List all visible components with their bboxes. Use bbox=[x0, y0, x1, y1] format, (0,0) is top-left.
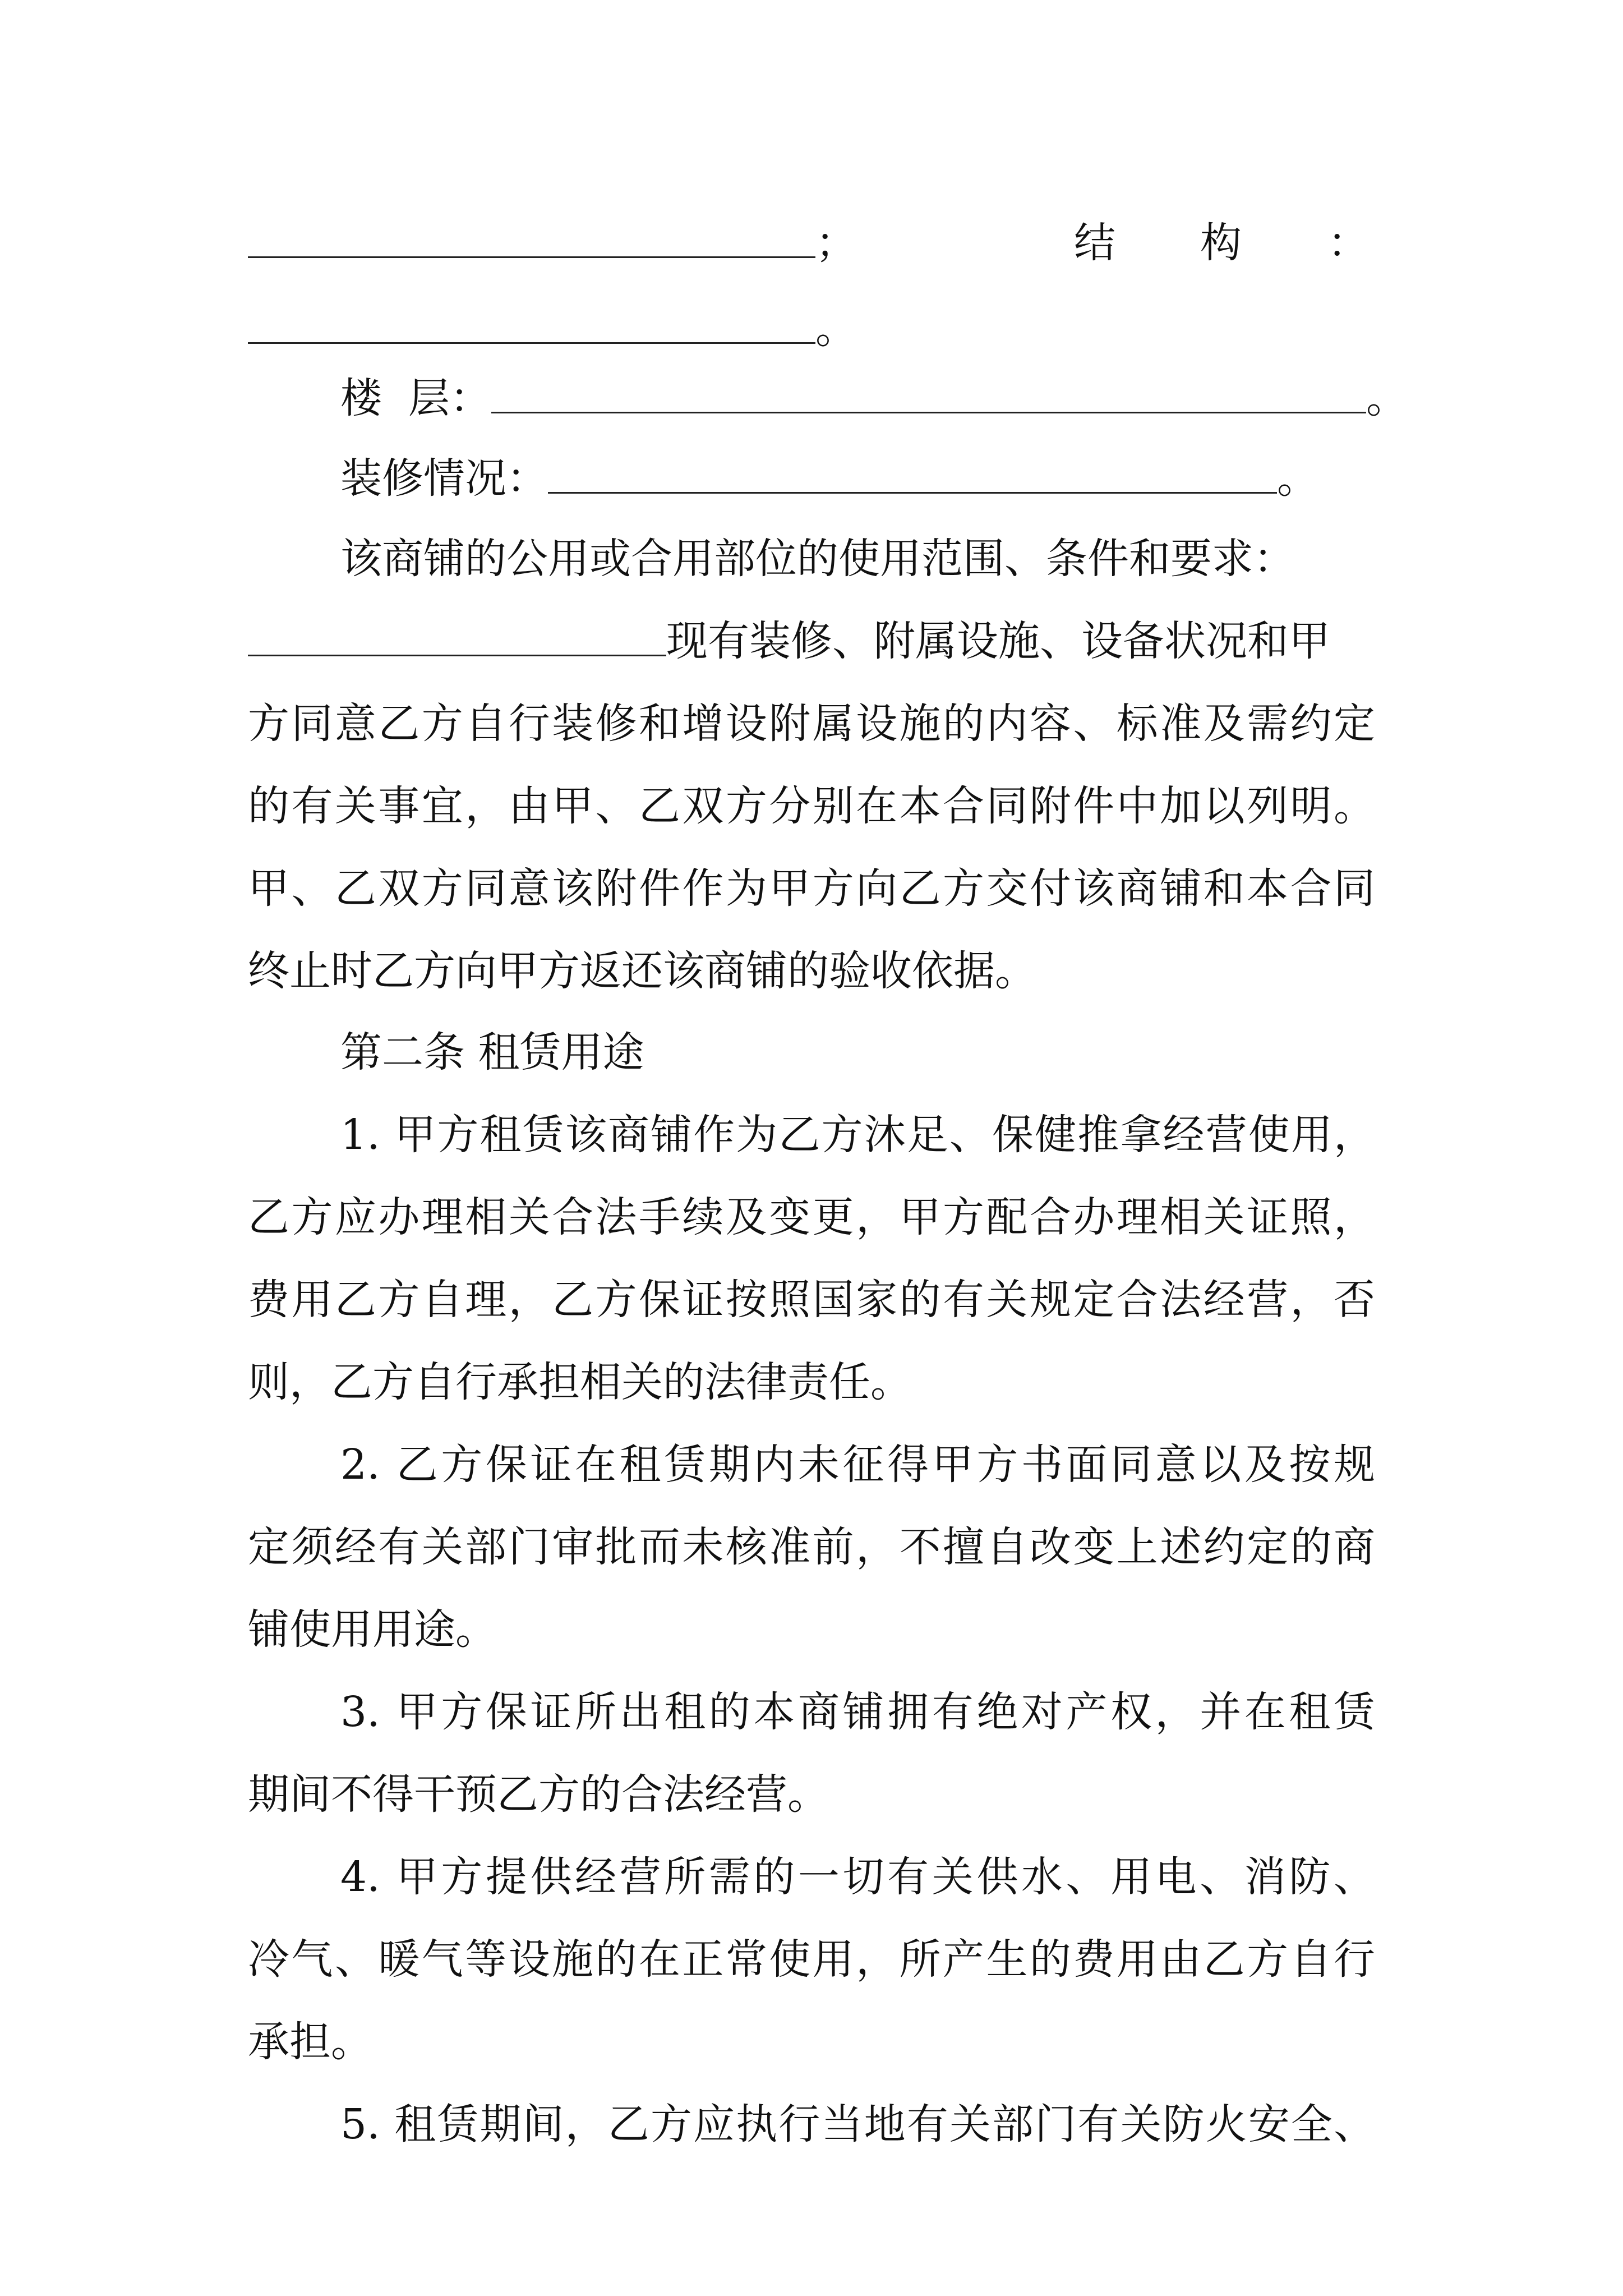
decoration-line bbox=[340, 435, 1375, 522]
item-1-line-3: 费用乙方自理，乙方保证按照国家的有关规定合法经营，否 bbox=[248, 1276, 1375, 1324]
item-3-line-1: 3. 甲方保证所出租的本商铺拥有绝对产权，并在租赁 bbox=[340, 1688, 1375, 1736]
fixtures-line bbox=[248, 597, 1375, 685]
floor-blank bbox=[491, 412, 1366, 413]
item-2-line-2: 定须经有关部门审批而未核准前，不擅自改变上述约定的商 bbox=[248, 1523, 1375, 1571]
item-4-line-3: 承担。 bbox=[248, 2018, 372, 2066]
item-1-line-2: 乙方应办理相关合法手续及变更，甲方配合办理相关证照， bbox=[248, 1193, 1375, 1241]
item-2-line-1: 2. 乙方保证在租赁期内未征得甲方书面同意以及按规 bbox=[340, 1441, 1375, 1489]
fill-blank bbox=[248, 342, 815, 344]
public-use-text: 该商铺的公用或合用部位的使用范围、条件和要求： bbox=[340, 535, 1295, 583]
item-4-line-2: 冷气、暖气等设施的在正常使用，所产生的费用由乙方自行 bbox=[248, 1935, 1375, 1984]
paragraph-line: 终止时乙方向甲方返还该商铺的验收依据。 bbox=[248, 947, 1036, 995]
item-2-line-3: 铺使用用途。 bbox=[248, 1605, 497, 1654]
structure-colon: ： bbox=[1327, 219, 1369, 267]
decoration-label: 装修情况： bbox=[340, 454, 548, 503]
public-use-blank bbox=[248, 655, 666, 656]
floor-line bbox=[340, 355, 1408, 442]
period: 。 bbox=[1277, 454, 1318, 503]
paragraph-line: 甲、乙双方同意该附件作为甲方向乙方交付该商铺和本合同 bbox=[248, 864, 1375, 913]
structure-line bbox=[248, 199, 1375, 287]
paragraph-line: 方同意乙方自行装修和增设附属设施的内容、标准及需约定 bbox=[248, 700, 1375, 748]
item-1-line-1: 1. 甲方租赁该商铺作为乙方沐足、保健推拿经营使用， bbox=[340, 1111, 1375, 1159]
item-1-line-4: 则，乙方自行承担相关的法律责任。 bbox=[248, 1358, 912, 1406]
item-5-line-1: 5. 租赁期间，乙方应执行当地有关部门有关防火安全、 bbox=[340, 2100, 1375, 2148]
item-4-line-1: 4. 甲方提供经营所需的一切有关供水、用电、消防、 bbox=[340, 1853, 1375, 1901]
fill-blank bbox=[248, 256, 815, 258]
period: 。 bbox=[1366, 374, 1408, 422]
fixtures-text: 现有装修、附属设施、设备状况和甲 bbox=[666, 617, 1330, 665]
item-3-line-2: 期间不得干预乙方的合法经营。 bbox=[248, 1770, 829, 1819]
period: 。 bbox=[815, 305, 857, 353]
decoration-blank bbox=[548, 492, 1277, 494]
structure-label-char-2: 构 bbox=[1200, 219, 1242, 267]
floor-label: 楼 层： bbox=[340, 374, 492, 422]
public-use-line bbox=[340, 515, 1375, 602]
article-heading: 第二条 租赁用途 bbox=[340, 1028, 644, 1076]
structure-label-char-1: 结 bbox=[1074, 219, 1115, 267]
paragraph-line: 的有关事宜，由甲、乙双方分别在本合同附件中加以列明。 bbox=[248, 782, 1375, 830]
semicolon: ； bbox=[815, 219, 857, 267]
